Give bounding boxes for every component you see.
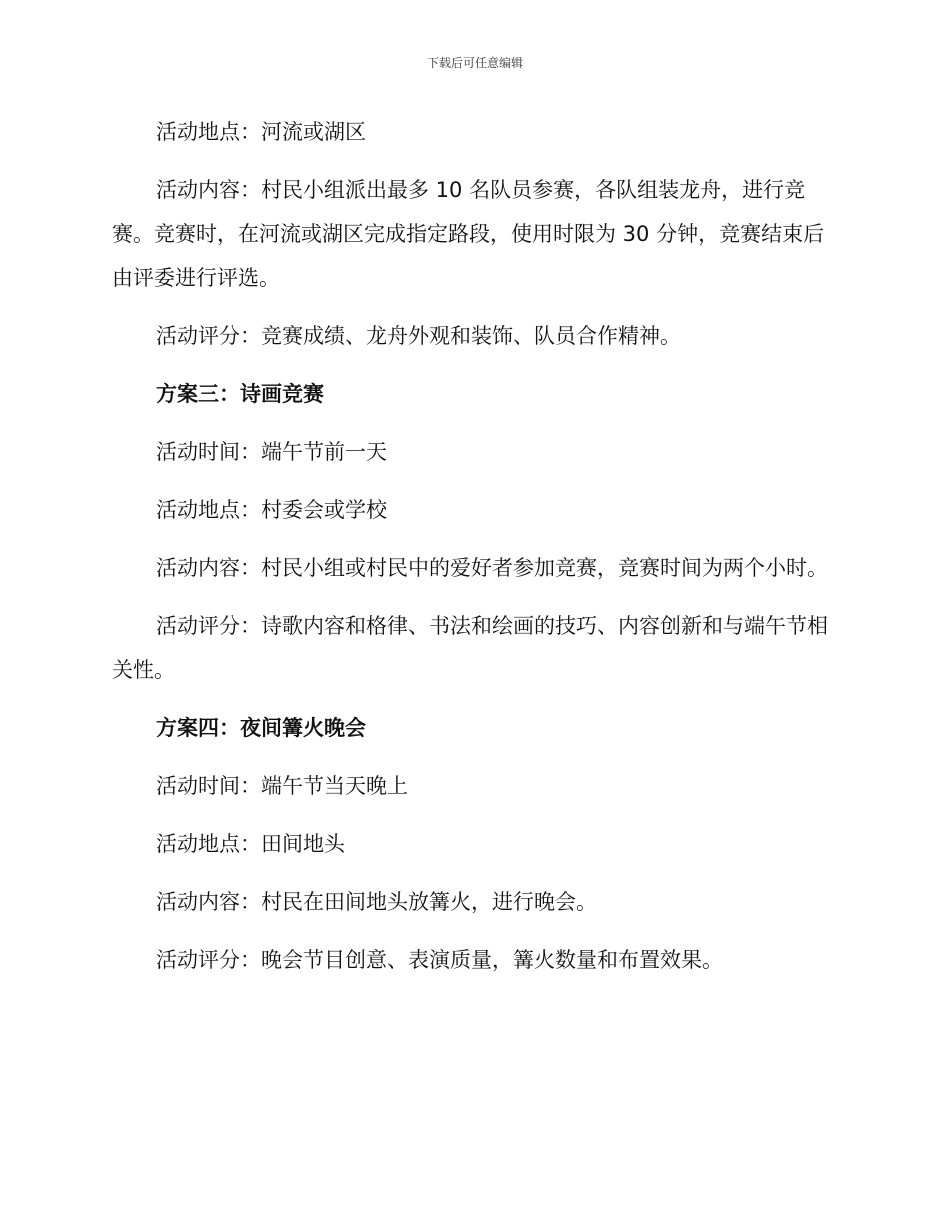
activity-content-paragraph: 活动内容：村民小组或村民中的爱好者参加竞赛，竞赛时间为两个小时。	[156, 556, 828, 580]
plan-four-heading: 方案四：夜间篝火晚会	[156, 716, 366, 740]
activity-scoring-paragraph: 活动评分：竞赛成绩、龙舟外观和装饰、队员合作精神。	[156, 324, 681, 348]
plan-three-heading: 方案三：诗画竞赛	[156, 382, 324, 406]
activity-scoring-paragraph: 活动评分：晚会节目创意、表演质量，篝火数量和布置效果。	[156, 948, 723, 972]
activity-time-paragraph: 活动时间：端午节当天晚上	[156, 774, 408, 798]
document-body	[112, 110, 832, 996]
header-note: 下载后可任意编辑	[426, 56, 523, 70]
activity-content-paragraph: 活动内容：村民在田间地头放篝火，进行晚会。	[156, 890, 597, 914]
activity-time-paragraph: 活动时间：端午节前一天	[156, 440, 387, 464]
activity-location-paragraph: 活动地点：河流或湖区	[156, 120, 366, 144]
activity-location-paragraph: 活动地点：村委会或学校	[156, 498, 387, 522]
activity-location-paragraph: 活动地点：田间地头	[156, 832, 345, 856]
activity-content-paragraph: 活动内容：村民小组派出最多 10 名队员参赛，各队组装龙舟，进行竞赛。竞赛时，在河流或湖区完成指定路段，使用时限为 30 分钟，竞赛结束后由评委进行评选。	[112, 178, 825, 290]
activity-scoring-paragraph: 活动评分：诗歌内容和格律、书法和绘画的技巧、内容创新和与端午节相关性。	[112, 614, 828, 682]
